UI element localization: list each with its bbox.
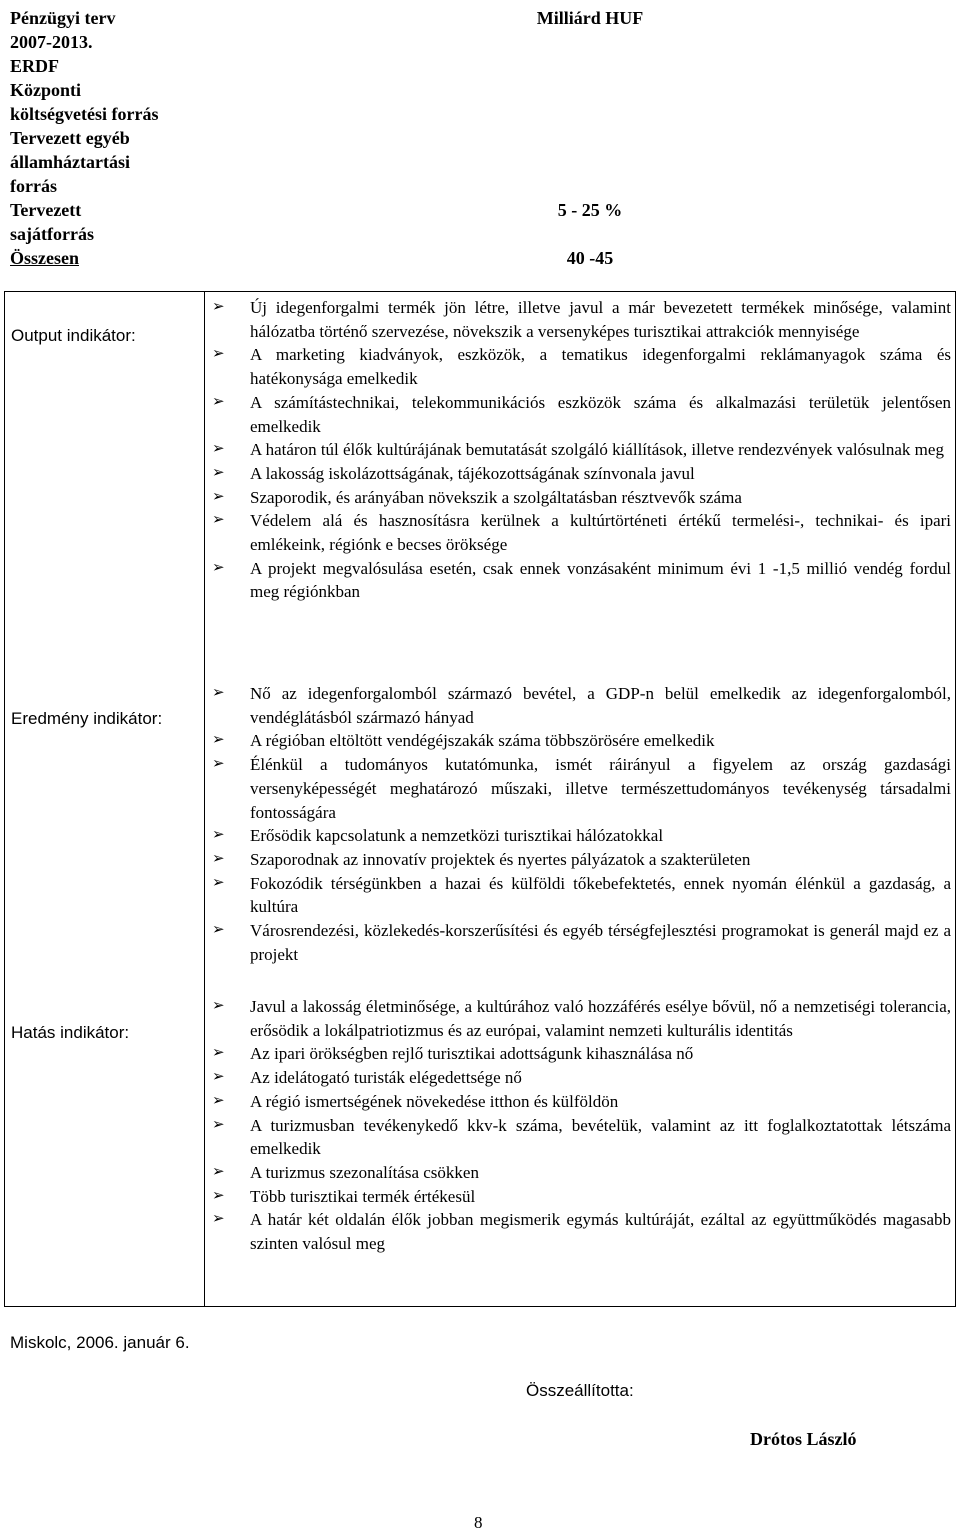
output-indicator-item xyxy=(209,509,951,556)
column-divider xyxy=(204,292,205,1306)
arrowhead-bullet-icon: ➢ xyxy=(212,393,225,410)
result-indicator-text: Szaporodnak az innovatív projektek és nyertes pályázatok a szakterületen xyxy=(250,849,751,869)
fin-unit: Milliárd HUF xyxy=(536,8,644,28)
arrowhead-bullet-icon: ➢ xyxy=(212,1163,225,1180)
fin-own-label-2: sajátforrás xyxy=(10,224,94,244)
arrowhead-bullet-icon: ➢ xyxy=(212,1187,225,1204)
result-indicator-item xyxy=(209,753,951,824)
result-indicator-text: Erősödik kapcsolatunk a nemzetközi turisztikai hálózatokkal xyxy=(250,826,664,846)
output-indicator-text: Szaporodik, és arányában növekszik a szolgáltatásban résztvevők száma xyxy=(250,487,742,507)
result-indicator-text: Élénkül a tudományos kutatómunka, ismét ráirányul a figyelem az ország gazdasági versenyképességét meghatározó műszaki, illetve természettudományos tevékenység társadalmi fontosságára xyxy=(250,755,951,822)
arrowhead-bullet-icon: ➢ xyxy=(212,464,225,481)
result-indicator-item xyxy=(209,872,951,919)
arrowhead-bullet-icon: ➢ xyxy=(212,998,225,1014)
impact-indicator-item xyxy=(209,1208,951,1255)
impact-indicator-text: Az idelátogató turisták elégedettsége nő xyxy=(250,1068,522,1088)
impact-indicator-text: Az ipari örökségben rejlő turisztikai adottságunk kihasználása nő xyxy=(250,1044,694,1064)
output-indicator-list xyxy=(209,296,951,604)
output-indicator-text: A lakosság iskolázottságának, tájékozottságának színvonala javul xyxy=(250,463,695,483)
place-and-date: Miskolc, 2006. január 6. xyxy=(10,1333,190,1352)
impact-indicator-item xyxy=(209,1114,951,1161)
impact-indicator-text: Javul a lakosság életminősége, a kultúrához való hozzáférés esélye bővül, nő a nemzetiségi tolerancia, erősödik a lokálpatriotizmus és az európai, valamint nemzeti kulturális identitás xyxy=(250,997,951,1040)
impact-indicator-text: Több turisztikai termék értékesül xyxy=(250,1186,476,1206)
impact-indicator-label: Hatás indikátor: xyxy=(11,1023,130,1042)
output-indicator-text: A marketing kiadványok, eszközök, a tematikus idegenforgalmi reklámanyagok száma és hatékonysága emelkedik xyxy=(250,345,951,389)
impact-indicator-text: A turizmusban tevékenykedő kkv-k száma, bevételük, valamint az itt foglalkoztatottak létszáma emelkedik xyxy=(250,1115,951,1159)
arrowhead-bullet-icon: ➢ xyxy=(212,1116,225,1133)
impact-indicator-text: A régió ismertségének növekedése itthon és külföldön xyxy=(250,1091,619,1111)
output-indicator-text: A számítástechnikai, telekommunikációs eszközök száma és alkalmazási területük jelentősen emelkedik xyxy=(250,392,951,436)
page-number: 8 xyxy=(474,1513,483,1532)
arrowhead-bullet-icon: ➢ xyxy=(212,1069,225,1086)
fin-own-value: 5 - 25 % xyxy=(557,200,623,220)
result-indicator-item xyxy=(209,848,951,872)
result-indicator-item xyxy=(209,729,951,753)
result-indicator-item xyxy=(209,919,951,966)
arrowhead-bullet-icon: ➢ xyxy=(212,1092,225,1109)
arrowhead-bullet-icon: ➢ xyxy=(212,559,225,576)
output-indicator-item xyxy=(209,486,951,510)
arrowhead-bullet-icon: ➢ xyxy=(212,488,225,505)
financial-plan xyxy=(10,6,950,270)
fin-title-2: 2007-2013. xyxy=(10,32,93,52)
arrowhead-bullet-icon: ➢ xyxy=(212,346,225,363)
impact-indicator-item xyxy=(209,1042,951,1066)
fin-own-row xyxy=(10,198,950,222)
fin-central-label-2: költségvetési forrás xyxy=(10,104,159,124)
result-indicator-label: Eredmény indikátor: xyxy=(11,709,163,728)
result-indicator-text: Városrendezési, közlekedés-korszerűsítési és egyéb térségfejlesztési programokat is generál majd ez a projekt xyxy=(250,921,951,964)
output-indicator-item xyxy=(209,557,951,604)
result-indicator-item xyxy=(209,682,951,729)
fin-total-label: Összesen xyxy=(10,248,79,268)
impact-indicator-item xyxy=(209,995,951,1042)
output-indicator-text: A projekt megvalósulása esetén, csak ennek vonzásaként minimum évi 1 -1,5 millió vendég fordul meg régiónkban xyxy=(250,558,951,602)
output-indicator-label: Output indikátor: xyxy=(11,326,136,345)
result-indicator-text: Fokozódik térségünkben a hazai és külföldi tőkebefektetés, ennek nyomán élénkül a gazdaság, a kultúra xyxy=(250,873,951,917)
impact-indicator-item xyxy=(209,1066,951,1090)
fin-own-label-1: Tervezett xyxy=(10,200,82,220)
output-indicator-text: Új idegenforgalmi termék jön létre, illetve javul a már bevezetett termékek minősége, valamint hálózatba történő szervezése, növekszik a versenyképes turisztikai attrakciók mennyisége xyxy=(250,298,951,341)
indicator-table xyxy=(4,291,956,1307)
impact-indicator-text: A turizmus szezonalítása csökken xyxy=(250,1162,479,1182)
impact-indicator-item xyxy=(209,1161,951,1185)
result-indicator-list xyxy=(209,682,951,966)
result-indicator-text: Nő az idegenforgalomból származó bevétel, a GDP-n belül emelkedik az idegenforgalomból, vendéglátásból származó hányad xyxy=(250,684,951,727)
output-indicator-item xyxy=(209,391,951,438)
arrowhead-bullet-icon: ➢ xyxy=(212,1045,225,1062)
result-indicator-text: A régióban eltöltött vendégéjszakák száma többszörösére emelkedik xyxy=(250,731,715,751)
fin-other-label-1: Tervezett egyéb xyxy=(10,128,130,148)
output-indicator-text: Védelem alá és hasznosításra kerülnek a kultúrtörténeti értékű termelési-, technikai- és ipari emlékeink, régiónk e becses öröksége xyxy=(250,511,951,555)
arrowhead-bullet-icon: ➢ xyxy=(212,850,225,867)
arrowhead-bullet-icon: ➢ xyxy=(212,685,225,701)
compiled-by-label: Összeállította: xyxy=(526,1381,634,1400)
arrowhead-bullet-icon: ➢ xyxy=(212,1211,225,1228)
fin-header-row xyxy=(10,6,950,30)
author-name: Drótos László xyxy=(750,1429,857,1449)
result-indicator-item xyxy=(209,824,951,848)
arrowhead-bullet-icon: ➢ xyxy=(212,756,225,773)
fin-total-value: 40 -45 xyxy=(566,248,614,268)
output-indicator-item xyxy=(209,343,951,390)
fin-other-label-3: forrás xyxy=(10,176,57,196)
fin-total-row xyxy=(10,246,950,270)
fin-erdf-label: ERDF xyxy=(10,56,59,76)
arrowhead-bullet-icon: ➢ xyxy=(212,299,225,315)
arrowhead-bullet-icon: ➢ xyxy=(212,732,225,749)
impact-indicator-item xyxy=(209,1090,951,1114)
arrowhead-bullet-icon: ➢ xyxy=(212,512,225,529)
arrowhead-bullet-icon: ➢ xyxy=(212,874,225,891)
impact-indicator-list xyxy=(209,995,951,1256)
output-indicator-item xyxy=(209,438,951,462)
impact-indicator-item xyxy=(209,1185,951,1209)
output-indicator-item xyxy=(209,462,951,486)
output-indicator-text: A határon túl élők kultúrájának bemutatását szolgáló kiállítások, illetve rendezvények valósulnak meg xyxy=(250,440,944,460)
arrowhead-bullet-icon: ➢ xyxy=(212,441,225,458)
fin-central-label-1: Központi xyxy=(10,80,82,100)
fin-other-label-2: államháztartási xyxy=(10,152,130,172)
arrowhead-bullet-icon: ➢ xyxy=(212,922,225,939)
arrowhead-bullet-icon: ➢ xyxy=(212,827,225,844)
output-indicator-item xyxy=(209,296,951,343)
impact-indicator-text: A határ két oldalán élők jobban megismerik egymás kultúráját, ezáltal az együttműködés magasabb szinten valósul meg xyxy=(250,1210,951,1254)
fin-title-1: Pénzügyi terv xyxy=(10,8,116,28)
